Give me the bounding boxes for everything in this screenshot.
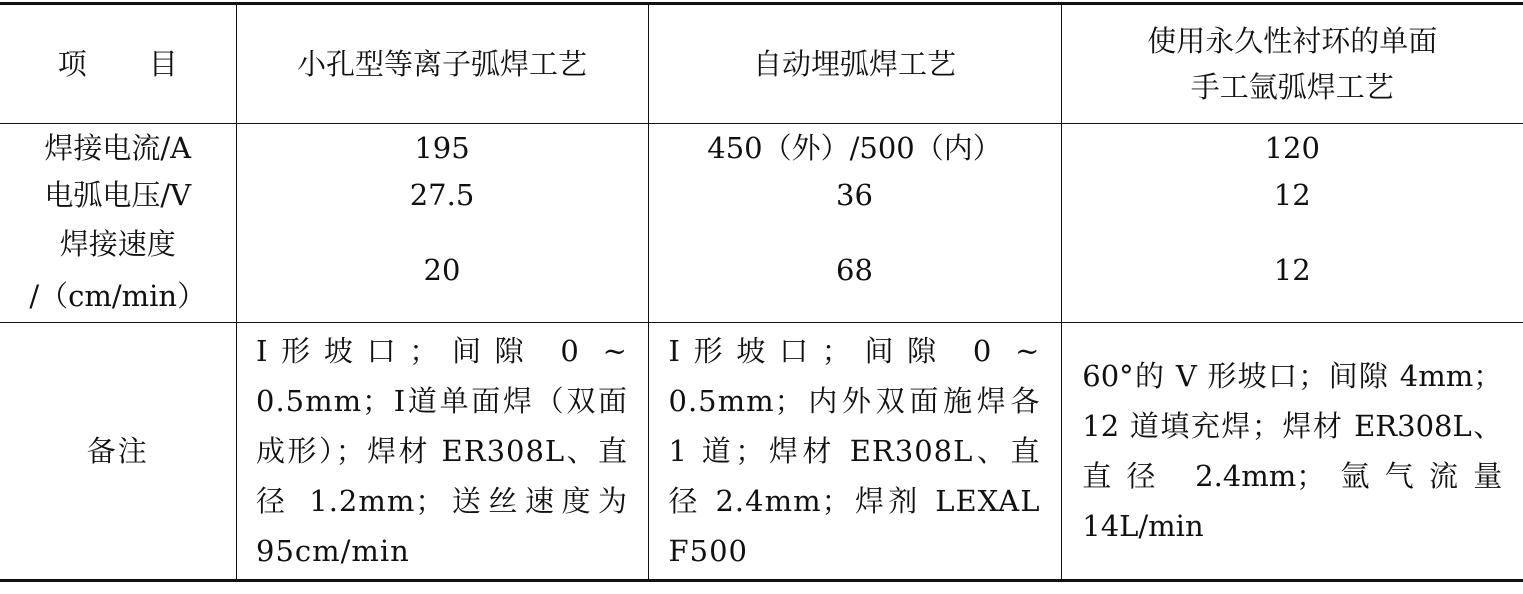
cell-current-submerged: 450（外）/500（内） bbox=[648, 124, 1061, 172]
row-label-voltage: 电弧电压/V bbox=[44, 177, 192, 212]
row-label-speed-line2: /（cm/min） bbox=[29, 279, 207, 313]
cell-speed-submerged: 68 bbox=[648, 218, 1061, 323]
remarks-tig-text: 60°的 V 形坡口；间隙 4mm；12 道填充焊；焊材 ER308L、直径 2.4mm；氩气流量 14L/min bbox=[1082, 359, 1503, 543]
cell-remarks-plasma bbox=[236, 323, 648, 581]
row-label-speed-line1: 焊接速度 bbox=[59, 227, 176, 261]
cell-voltage-plasma: 27.5 bbox=[236, 171, 648, 218]
cell-speed-plasma: 20 bbox=[236, 218, 648, 323]
header-col3-line2: 手工氩弧焊工艺 bbox=[1190, 70, 1394, 104]
cell-remarks-tig bbox=[1061, 323, 1523, 581]
header-item bbox=[0, 4, 236, 124]
header-submerged-arc: 自动埋弧焊工艺 bbox=[648, 4, 1061, 124]
table-row-remarks bbox=[0, 323, 1523, 581]
cell-speed-tig: 12 bbox=[1061, 218, 1523, 323]
table-row bbox=[0, 124, 1523, 172]
cell-voltage-submerged: 36 bbox=[648, 171, 1061, 218]
header-item-char-2: 目 bbox=[148, 47, 178, 81]
cell-remarks-submerged bbox=[648, 323, 1061, 581]
remarks-submerged-text: Ⅰ形坡口；间隙 0 ~ 0.5mm；内外双面施焊各 1 道；焊材 ER308L、直径 2.4mm；焊剂 LEXAL F500 bbox=[668, 334, 1041, 568]
welding-process-table bbox=[0, 2, 1523, 582]
header-plasma-arc: 小孔型等离子弧焊工艺 bbox=[236, 4, 648, 124]
header-col3-line1: 使用永久性衬环的单面 bbox=[1147, 24, 1438, 58]
table-row bbox=[0, 218, 1523, 323]
table-row bbox=[0, 171, 1523, 218]
remarks-plasma-text: Ⅰ形坡口；间隙 0 ~ 0.5mm；Ⅰ道单面焊（双面成形）；焊材 ER308L、直径 1.2mm；送丝速度为 95cm/min bbox=[256, 334, 628, 568]
row-label-speed bbox=[0, 218, 236, 323]
cell-current-tig: 120 bbox=[1061, 124, 1523, 172]
header-tig-backing-ring bbox=[1061, 4, 1523, 124]
row-label-current: 焊接电流/A bbox=[44, 130, 192, 165]
row-label-remarks: 备注 bbox=[0, 323, 236, 581]
cell-current-plasma: 195 bbox=[236, 124, 648, 172]
cell-voltage-tig: 12 bbox=[1061, 171, 1523, 218]
table-header-row bbox=[0, 4, 1523, 124]
header-item-char-1: 项 bbox=[57, 47, 87, 81]
